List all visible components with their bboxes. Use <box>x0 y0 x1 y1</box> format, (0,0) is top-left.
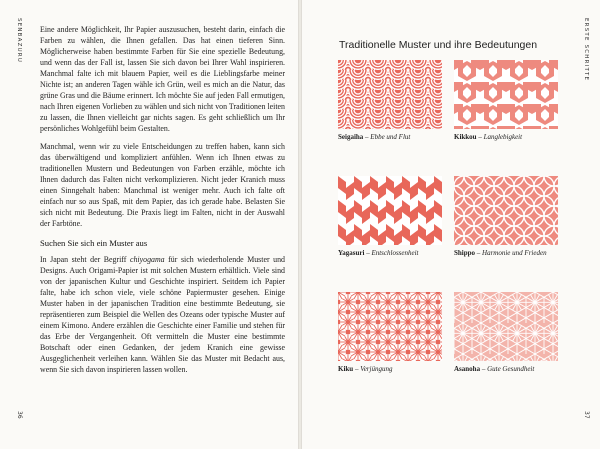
left-page <box>0 0 298 449</box>
paragraph-2: Manchmal, wenn wir zu viele Entscheidungen zu treffen haben, kann sich das überwältigend und kompliziert anfühlen. Wenn ich Ihnen etwas zu traditionellen Mustern und Bedeutungen von Farben erzähle, möchte ich Ihnen dadurch das Falten nicht verkomplizieren. Nicht jeder Kranich muss einen Sinngehalt haben: Manchmal ist weniger mehr. Auch ich falte oft einfach nur so aus Spaß, mit dem Papier, das ich gerade habe. Belasten Sie sich nicht mit Bedeutung. Die Praxis liegt im Falten, nicht in der Auswahl der Farbtöne. <box>40 142 285 228</box>
subheading: Suchen Sie sich ein Muster aus <box>40 238 148 248</box>
paragraph-1: Eine andere Möglichkeit, Ihr Papier auszusuchen, besteht darin, einfach die Farben zu wählen, die Ihnen gefallen. Das hat einen tieferen Sinn. Möglicherweise haben bestimmte Farben für Sie eine spezielle Bedeutung, und wenn das der Fall ist, lassen Sie sich davon bei Ihrer Wahl inspirieren. Manchmal falte ich mit blauem Papier, weil es die Lieblingsfarbe meiner Nichte ist; an anderen Tagen wähle ich Grün, weil es mich an die Natur, das grüne Gras und die Bäume erinnert. Ich möchte Sie auf jeden Fall ermutigen, nach Ihren eigenen Vorlieben zu wählen und sich nicht von Traditionen leiten zu lassen, die Ihnen vielleicht gar nichts sagen. Es geht schließlich um Ihr persönliches Wohlgefühl beim Gestalten. <box>40 25 285 133</box>
caption-asanoha: Asanoha – Gute Gesundheit <box>454 365 535 373</box>
kikkou-hexagon-pattern-icon <box>454 60 558 129</box>
seigaiha-wave-pattern-icon <box>338 60 442 129</box>
kiku-chrysanthemum-pattern-icon <box>338 292 442 361</box>
caption-shippo: Shippo – Harmonie und Frieden <box>454 249 547 257</box>
page-number-right: 37 <box>583 411 590 419</box>
yagasuri-arrow-pattern-icon <box>338 176 442 245</box>
right-page <box>302 0 600 449</box>
body-text <box>40 24 285 382</box>
caption-seigaiha: Seigaiha – Ebbe und Flut <box>338 133 411 141</box>
paragraph-3: In Japan steht der Begriff chiyogama für sich wiederholende Muster und Designs. Auch Origami-Papier ist mit solchen Mustern erhältlich. Viele sind von der japanischen Kultur und Geschichte inspiriert. Seitdem ich Papier falte, habe ich schon viele, viele schöne Papiermuster gesehen. Einige Muster haben in der japanischen Tradition eine bestimmte Bedeutung, sie repräsentieren zum Beispiel die Wellen des Ozeans oder typische Muster auf einem Kimono. Andere erzählen die Geschichte einer Familie und stehen für das Erbe der Vergangenheit. Oft vermitteln die Muster eine bestimmte Botschaft oder einen Gedanken, der jedem Kranich eine gewisse Ausgeglichenheit verleihen kann. Wählen Sie das Muster mit Bedacht aus, wenn Sie sich davon inspirieren lassen wollen. <box>40 255 285 374</box>
page-number-left: 36 <box>16 411 23 419</box>
running-head-right: ERSTE SCHRITTE <box>583 18 589 82</box>
caption-yagasuri: Yagasuri – Entschlossenheit <box>338 249 419 257</box>
asanoha-hemp-leaf-pattern-icon <box>454 292 558 361</box>
caption-kikkou: Kikkou – Langlebigkeit <box>454 133 523 141</box>
shippo-circle-pattern-icon <box>454 176 558 245</box>
caption-kiku: Kiku – Verjüngung <box>338 365 393 373</box>
running-head-left: SENBAZURU <box>16 18 22 64</box>
term-chiyogama: chiyogama <box>129 255 165 264</box>
section-title: Traditionelle Muster und ihre Bedeutungen <box>339 39 538 51</box>
